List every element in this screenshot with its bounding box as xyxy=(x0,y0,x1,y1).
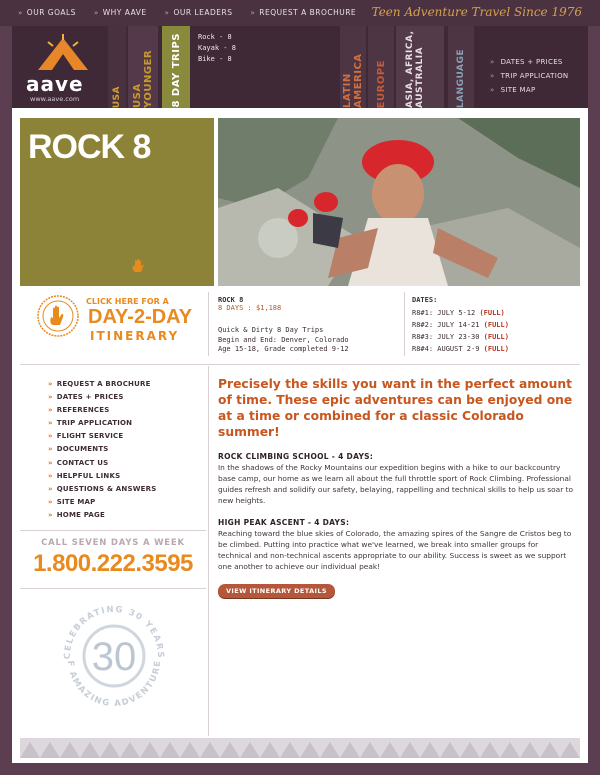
sidebar-item-helpful-links[interactable] xyxy=(48,472,156,480)
date-row xyxy=(412,343,509,355)
tab-label: LATIN AMERICA xyxy=(342,53,364,108)
top-bar xyxy=(0,0,600,26)
sidebar-item-label: FLIGHT SERVICE xyxy=(56,432,124,441)
itinerary-click-text: CLICK HERE FOR A xyxy=(86,297,169,306)
date-label: R8#4: AUGUST 2-9 xyxy=(412,345,480,353)
anniversary-badge xyxy=(56,598,172,718)
trip-days: 8 DAYS : xyxy=(218,304,252,312)
sidebar-item-site-map[interactable] xyxy=(48,498,156,506)
sidebar-links xyxy=(48,380,156,524)
divider xyxy=(208,366,209,736)
sidebar xyxy=(20,366,206,751)
double-chevron-icon: » xyxy=(164,8,170,17)
tab-asia-africa-australia[interactable] xyxy=(396,26,444,108)
trip-name: ROCK 8 xyxy=(218,296,244,304)
tab-language[interactable] xyxy=(448,26,474,108)
hero-title-panel xyxy=(20,118,214,286)
tab-usa-younger[interactable] xyxy=(128,26,158,108)
double-chevron-icon: » xyxy=(48,393,53,402)
sidebar-item-dates-prices[interactable] xyxy=(48,393,156,401)
subnav-bike[interactable]: Bike - 8 xyxy=(198,55,232,63)
top-nav-label: REQUEST A BROCHURE xyxy=(259,8,357,17)
climber-photo-image xyxy=(218,118,580,286)
logo-url: www.aave.com xyxy=(30,95,80,103)
double-chevron-icon: » xyxy=(18,8,23,17)
tab-label: EUROPE xyxy=(375,59,387,108)
tab-usa[interactable] xyxy=(108,26,126,108)
tab-8-day-trips[interactable] xyxy=(162,26,190,108)
tab-label: 8 DAY TRIPS xyxy=(170,33,182,108)
sidebar-item-request-brochure[interactable] xyxy=(48,380,156,388)
right-nav-label: DATES + PRICES xyxy=(500,58,563,66)
dates-heading: DATES: xyxy=(412,296,438,304)
itinerary-label: ITINERARY xyxy=(90,329,180,343)
day-2-day-itinerary-link[interactable] xyxy=(20,292,206,358)
view-itinerary-button[interactable]: VIEW ITINERARY DETAILS xyxy=(218,584,335,598)
sidebar-item-label: REQUEST A BROCHURE xyxy=(56,380,151,388)
date-status-badge: (FULL) xyxy=(479,309,505,317)
header xyxy=(12,26,588,108)
mountain-sun-logo-icon xyxy=(34,34,92,72)
tab-label: LANGUAGE xyxy=(456,48,466,108)
top-nav-label: OUR GOALS xyxy=(26,8,76,17)
sidebar-item-trip-application[interactable] xyxy=(48,419,156,427)
tagline: Teen Adventure Travel Since 1976 xyxy=(371,5,582,19)
trip-price-line xyxy=(218,304,349,312)
tab-europe[interactable] xyxy=(368,26,394,108)
sidebar-item-label: HELPFUL LINKS xyxy=(56,471,121,480)
section-title-rock-climbing: ROCK CLIMBING SCHOOL - 4 DAYS: xyxy=(218,452,374,461)
date-label: R8#1: JULY 5-12 xyxy=(412,309,476,317)
top-nav-why-aave[interactable] xyxy=(94,8,147,17)
section-title-high-peak: HIGH PEAK ASCENT - 4 DAYS: xyxy=(218,518,350,527)
double-chevron-icon: » xyxy=(48,380,53,388)
date-row xyxy=(412,319,509,331)
sidebar-item-references[interactable] xyxy=(48,406,156,414)
page-title: ROCK 8 xyxy=(28,128,151,166)
date-status-badge: (FULL) xyxy=(483,345,509,353)
top-nav xyxy=(18,8,374,17)
tab-label: ASIA, AFRICA, AUSTRALIA xyxy=(405,30,425,108)
tab-label: USA YOUNGER xyxy=(132,49,154,108)
hero-photo-rock-climbers xyxy=(218,118,580,286)
double-chevron-icon: » xyxy=(48,445,53,454)
trip-desc-line: Age 15-18, Grade completed 9-12 xyxy=(218,345,349,353)
date-label: R8#3: JULY 23-30 xyxy=(412,333,480,341)
sidebar-item-documents[interactable] xyxy=(48,445,156,453)
tab-latin-america[interactable] xyxy=(340,26,366,108)
double-chevron-icon: » xyxy=(93,8,99,17)
sidebar-item-label: TRIP APPLICATION xyxy=(56,419,133,428)
divider xyxy=(20,530,206,531)
subnav-kayak[interactable]: Kayak - 8 xyxy=(198,44,236,52)
right-nav-site-map[interactable] xyxy=(490,86,568,94)
decorative-pattern-icon xyxy=(20,738,580,758)
date-status-badge: (FULL) xyxy=(483,321,509,329)
section-text-rock-climbing: In the shadows of the Rocky Mountains our expedition begins with a hike to our backcountry base camp, our home as we learn all about the full throttle sport of Rock Climbing. Professional guides refresh and solidify our safety, belaying, rappelling and technical skills to help us soar to new heights. xyxy=(218,463,574,505)
tab-label: USA xyxy=(112,85,122,108)
trip-summary xyxy=(218,296,349,355)
sidebar-item-label: QUESTIONS & ANSWERS xyxy=(56,484,157,493)
divider xyxy=(20,588,206,589)
phone-number[interactable]: 1.800.222.3595 xyxy=(33,550,193,577)
subnav-rock[interactable]: Rock - 8 xyxy=(198,33,232,41)
top-nav-our-leaders[interactable] xyxy=(165,8,233,17)
double-chevron-icon: » xyxy=(48,471,53,480)
content-panel xyxy=(12,108,588,763)
call-seven-days-text: CALL SEVEN DAYS A WEEK xyxy=(41,538,185,548)
badge-bottom-text: F AMAZING ADVENTURE xyxy=(64,659,164,710)
logo-wordmark: aave xyxy=(26,72,84,96)
double-chevron-icon: » xyxy=(48,419,53,428)
divider xyxy=(20,364,580,365)
date-label: R8#2: JULY 14-21 xyxy=(412,321,480,329)
badge-top-text: CELEBRATING 30 YEARS xyxy=(62,604,166,660)
double-chevron-icon: » xyxy=(490,86,495,94)
top-nav-label: WHY AAVE xyxy=(102,8,147,17)
right-nav-label: TRIP APPLICATION xyxy=(500,72,569,80)
double-chevron-icon: » xyxy=(48,497,53,506)
itinerary-day-2-day: DAY-2-DAY xyxy=(88,306,193,328)
double-chevron-icon: » xyxy=(48,484,53,493)
sidebar-item-label: DOCUMENTS xyxy=(56,445,109,454)
trip-desc-line: Quick & Dirty 8 Day Trips xyxy=(218,326,324,334)
trip-description xyxy=(218,326,349,355)
right-nav-dates-prices[interactable] xyxy=(490,58,568,66)
double-chevron-icon: » xyxy=(48,432,53,441)
divider xyxy=(208,292,209,356)
sidebar-item-label: HOME PAGE xyxy=(56,510,105,519)
right-nav xyxy=(490,58,568,100)
right-nav-trip-application[interactable] xyxy=(490,72,568,80)
date-status-badge: (FULL) xyxy=(483,333,509,341)
double-chevron-icon: » xyxy=(490,72,495,80)
double-chevron-icon: » xyxy=(48,406,53,415)
right-nav-label: SITE MAP xyxy=(500,86,536,94)
trip-desc-line: Begin and End: Denver, Colorado xyxy=(218,335,349,344)
sidebar-item-flight-service[interactable] xyxy=(48,432,156,440)
double-chevron-icon: » xyxy=(48,458,53,467)
sidebar-item-label: CONTACT US xyxy=(56,458,109,467)
hand-seal-icon xyxy=(36,294,80,338)
trip-price: $1,188 xyxy=(255,304,282,312)
sidebar-item-home-page[interactable] xyxy=(48,511,156,519)
section-text-high-peak: Reaching toward the blue skies of Colorado, the amazing spires of the Sangre de Cristos beg to be climbed. Putting into practice what we've learned, we break into smaller groups for technical and non-technical ascents appropriate to our ability. Success is sweet as we support one another to achieve our individual peak! xyxy=(218,529,572,571)
sidebar-item-label: SITE MAP xyxy=(56,497,96,506)
trip-subnav xyxy=(198,32,236,65)
aave-logo[interactable] xyxy=(20,32,112,102)
top-nav-our-goals[interactable] xyxy=(18,8,76,17)
date-row xyxy=(412,331,509,343)
sidebar-item-questions-answers[interactable] xyxy=(48,485,156,493)
sidebar-item-label: DATES + PRICES xyxy=(56,393,124,402)
badge-number: 30 xyxy=(91,635,137,679)
sidebar-item-contact-us[interactable] xyxy=(48,459,156,467)
divider xyxy=(404,292,405,356)
top-nav-request-brochure[interactable] xyxy=(250,8,356,17)
dates-list xyxy=(412,307,509,355)
footer-pattern-band xyxy=(20,738,580,758)
double-chevron-icon: » xyxy=(48,510,53,519)
trip-dates xyxy=(412,296,509,355)
lead-paragraph: Precisely the skills you want in the perfect amount of time. These epic adventures can be enjoyed one at a time or combined for a classic Colorado summer! xyxy=(218,377,573,439)
main-content xyxy=(218,376,574,598)
date-row xyxy=(412,307,509,319)
double-chevron-icon: » xyxy=(250,8,256,17)
top-nav-label: OUR LEADERS xyxy=(173,8,233,17)
sidebar-item-label: REFERENCES xyxy=(56,406,110,415)
celebrating-30-years-seal xyxy=(56,598,172,714)
double-chevron-icon: » xyxy=(490,58,495,66)
hand-icon xyxy=(130,258,146,274)
